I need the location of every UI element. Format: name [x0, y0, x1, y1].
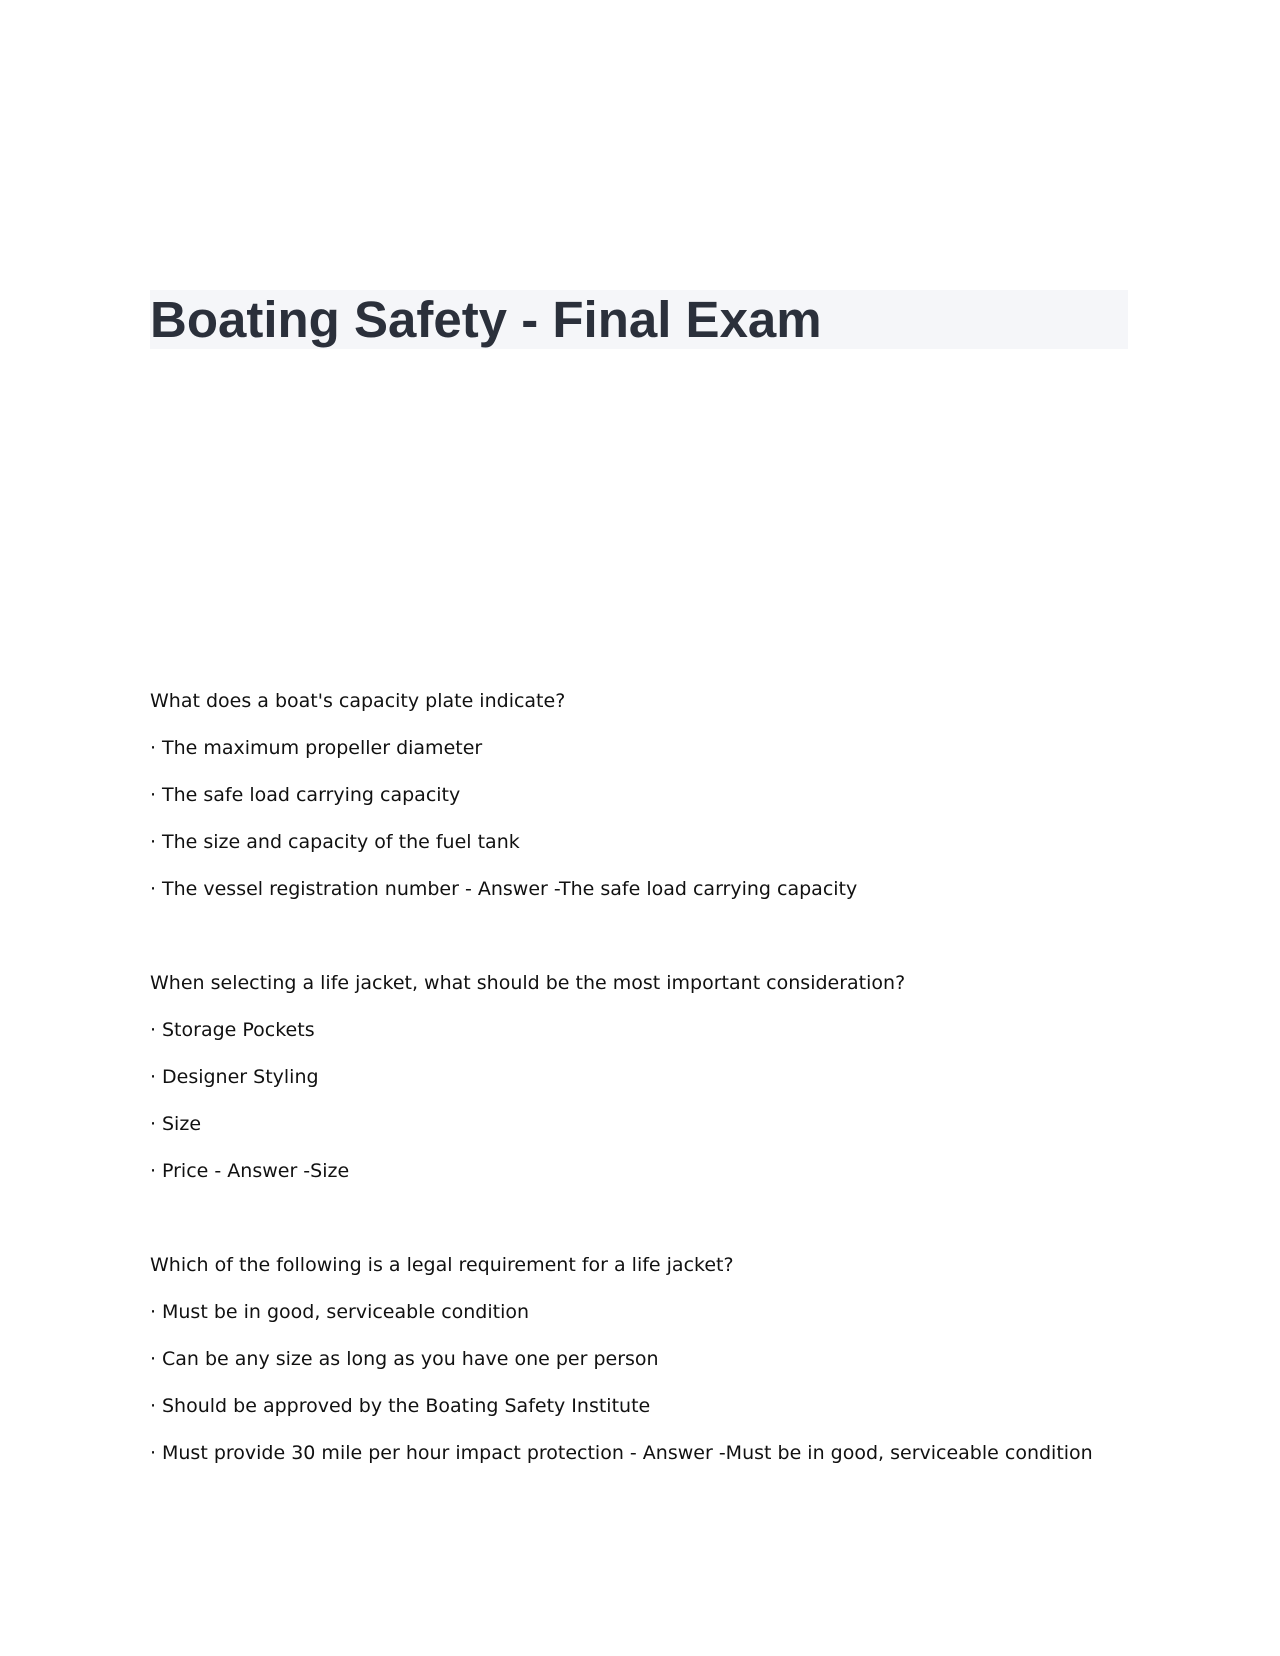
answer-option: · Designer Styling	[150, 1054, 1230, 1101]
answer-option: · Should be approved by the Boating Safety Institute	[150, 1383, 1230, 1430]
answer-option: · Must provide 30 mile per hour impact protection - Answer -Must be in good, serviceable condition	[150, 1430, 1230, 1477]
answer-option: · Size	[150, 1101, 1230, 1148]
question-text: What does a boat's capacity plate indicate?	[150, 690, 566, 712]
bullet-icon: ·	[150, 1160, 157, 1182]
answer-option: · The size and capacity of the fuel tank	[150, 819, 1230, 866]
question-list	[150, 678, 1230, 1524]
bullet-icon: ·	[150, 1442, 157, 1464]
bullet-icon: ·	[150, 737, 157, 759]
question-text: Which of the following is a legal requirement for a life jacket?	[150, 1254, 734, 1276]
bullet-icon: ·	[150, 1019, 157, 1041]
answer-option: · The vessel registration number - Answer -The safe load carrying capacity	[150, 866, 1230, 913]
answer-option: · Can be any size as long as you have one per person	[150, 1336, 1230, 1383]
bullet-icon: ·	[150, 878, 157, 900]
bullet-icon: ·	[150, 1395, 157, 1417]
question-text: When selecting a life jacket, what should be the most important consideration?	[150, 972, 906, 994]
answer-option: · Storage Pockets	[150, 1007, 1230, 1054]
answer-option: · The maximum propeller diameter	[150, 725, 1230, 772]
question-block-2	[150, 960, 1230, 1195]
bullet-icon: ·	[150, 1066, 157, 1088]
answer-option: · Must be in good, serviceable condition	[150, 1289, 1230, 1336]
bullet-icon: ·	[150, 1113, 157, 1135]
bullet-icon: ·	[150, 784, 157, 806]
bullet-icon: ·	[150, 1348, 157, 1370]
answer-option: · Price - Answer -Size	[150, 1148, 1230, 1195]
answer-option: · The safe load carrying capacity	[150, 772, 1230, 819]
bullet-icon: ·	[150, 831, 157, 853]
document-title: Boating Safety - Final Exam	[150, 291, 822, 348]
question-block-3	[150, 1242, 1230, 1477]
question-block-1	[150, 678, 1230, 913]
bullet-icon: ·	[150, 1301, 157, 1323]
